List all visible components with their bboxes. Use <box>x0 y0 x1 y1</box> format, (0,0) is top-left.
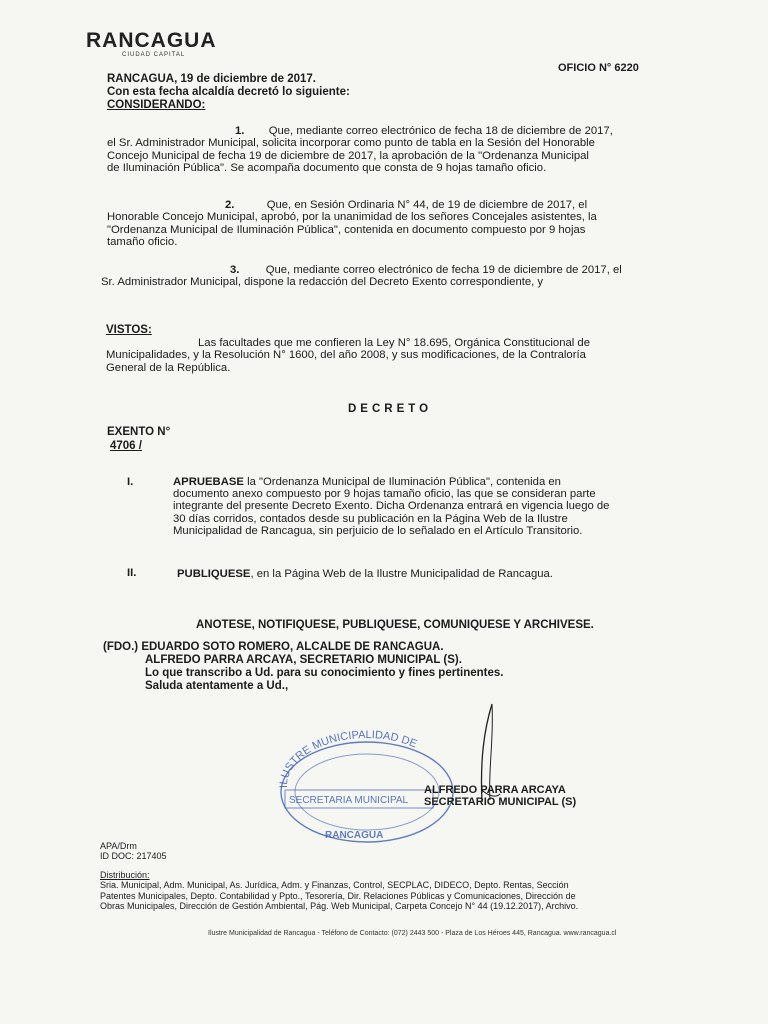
document-header <box>107 73 350 112</box>
considerando-2-line: tamaño oficio. <box>107 235 178 248</box>
item-1-line: documento anexo compuesto por 9 hojas tamaño oficio, las que se consideran parte <box>173 488 596 501</box>
distribution-line: Patentes Municipales, Depto. Contabilidad y Ppto., Tesorería, Dir. Relaciones Públicas y Comunicaciones, Dirección de <box>100 890 576 901</box>
fdo-line: Saluda atentamente a Ud., <box>145 680 289 692</box>
page-footer: Ilustre Municipalidad de Rancagua - Teléfono de Contacto: (072) 2443 500 - Plaza de Los Héroes 445, Rancagua. www.rancagua.cl <box>208 930 617 937</box>
rancagua-logo <box>86 30 217 58</box>
considerando-1-first-text: Que, mediante correo electrónico de fecha 18 de diciembre de 2017, <box>268 125 613 137</box>
vistos-line: Municipalidades, y la Resolución N° 1600, del año 2008, y sus modificaciones, de la Contraloría <box>106 349 586 362</box>
considerando-2 <box>107 199 687 248</box>
stamp-center-text: SECRETARIA MUNICIPAL <box>289 795 409 806</box>
considerando-1-line: de Iluminación Pública". Se acompaña documento que consta de 9 hojas tamaño oficio. <box>107 161 547 174</box>
considerando-1-first-line <box>107 125 687 137</box>
considerando-3-line: Sr. Administrador Municipal, dispone la redacción del Decreto Exento correspondiente, y <box>101 276 544 289</box>
id-doc: ID DOC: 217405 <box>100 851 167 861</box>
considerando-1-number: 1. <box>235 125 245 137</box>
distribution-block <box>100 870 685 911</box>
considerando-1 <box>107 125 687 174</box>
considerando-2-line: "Ordenanza Municipal de Iluminación Pública", contenida en documento compuesto por 9 hojas <box>107 223 586 236</box>
initials: APA/Drm <box>100 841 137 851</box>
exento-block <box>107 425 170 453</box>
vistos-heading: VISTOS: <box>106 324 152 336</box>
distribution-line: Obras Municipales, Dirección de Gestión Ambiental, Pág. Web Municipal, Carpeta Concejo N° 44 (19.12.2017), Archivo. <box>100 900 579 911</box>
exento-label: EXENTO N° <box>107 426 171 438</box>
vistos-line: General de la República. <box>106 361 231 374</box>
date-line: RANCAGUA, 19 de diciembre de 2017. <box>107 73 316 85</box>
distribution-line: Sria. Municipal, Adm. Municipal, As. Jurídica, Adm. y Finanzas, Control, SECPLAC, DIDECO, Depto. Rentas, Sección <box>100 880 569 891</box>
fdo-line: (FDO.) EDUARDO SOTO ROMERO, ALCALDE DE RANCAGUA. <box>103 641 444 653</box>
oficio-number: OFICIO N° 6220 <box>558 62 639 74</box>
considerando-3-first-text: Que, mediante correo electrónico de fecha 19 de diciembre de 2017, el <box>265 264 622 276</box>
logo-brand: RANCAGUA <box>86 29 217 52</box>
item-2-text: , en la Página Web de la Ilustre Municipalidad de Rancagua. <box>250 568 553 580</box>
considerando-2-first-line <box>107 199 687 211</box>
logo-subtitle: CIUDAD CAPITAL <box>122 52 186 58</box>
item-1-first-line <box>173 476 678 488</box>
considerando-1-line: Concejo Municipal de fecha 19 de diciembre de 2017, la aprobación de la "Ordenanza Municipal <box>107 149 589 162</box>
stamp-arc-text: ILUSTRE MUNICIPALIDAD DE <box>277 728 419 789</box>
stamp-bottom-text: RANCAGUA <box>325 830 384 841</box>
considerando-2-number: 2. <box>225 199 235 211</box>
vistos-section <box>106 324 688 374</box>
fdo-line: Lo que transcribo a Ud. para su conocimiento y fines pertinentes. <box>145 667 504 679</box>
item-1 <box>173 476 678 537</box>
references-block <box>100 841 167 861</box>
signer-block <box>424 784 576 808</box>
item-2 <box>177 568 682 580</box>
intro-line: Con esta fecha alcaldía decretó lo siguiente: <box>107 86 350 98</box>
decreto-title: DECRETO <box>348 403 433 415</box>
item-1-line: integrante del presente Decreto Exento. Dicha Ordenanza entrará en vigencia luego de <box>173 500 610 513</box>
signer-title: SECRETARIO MUNICIPAL (S) <box>424 796 577 808</box>
fdo-line: ALFREDO PARRA ARCAYA, SECRETARIO MUNICIPAL (S). <box>145 654 462 666</box>
considerando-heading: CONSIDERANDO: <box>107 99 206 111</box>
considerando-2-line: Honorable Concejo Municipal, aprobó, por la unanimidad de los señores Concejales asistentes, la <box>107 211 597 224</box>
exento-number: 4706 / <box>110 440 142 452</box>
item-1-line: Municipalidad de Rancagua, sin perjuicio de lo señalado en el Artículo Transitorio. <box>173 524 583 537</box>
considerando-3 <box>101 264 691 289</box>
signature-block <box>103 641 504 693</box>
distribution-label: Distribución: <box>100 870 150 880</box>
considerando-3-first-line <box>101 264 691 276</box>
item-2-keyword: PUBLIQUESE <box>177 568 251 580</box>
vistos-first-line: Las facultades que me confieren la Ley N° 18.695, Orgánica Constitucional de <box>198 337 590 349</box>
signer-name: ALFREDO PARRA ARCAYA <box>424 784 566 796</box>
item-2-roman: II. <box>127 567 137 579</box>
anotese-line: ANOTESE, NOTIFIQUESE, PUBLIQUESE, COMUNIQUESE Y ARCHIVESE. <box>196 619 594 631</box>
considerando-2-first-text: Que, en Sesión Ordinaria N° 44, de 19 de diciembre de 2017, el <box>266 199 588 211</box>
considerando-1-line: el Sr. Administrador Municipal, solicita incorporar como punto de tabla en la Sesión del Honorable <box>107 137 595 150</box>
item-1-line: 30 días corridos, contados desde su publicación en la Página Web de la Ilustre <box>173 512 568 525</box>
item-1-keyword: APRUEBASE <box>173 476 244 488</box>
item-1-first-text: la "Ordenanza Municipal de Iluminación Pública", contenida en <box>243 476 561 488</box>
item-1-roman: I. <box>127 476 134 488</box>
considerando-3-number: 3. <box>230 264 240 276</box>
